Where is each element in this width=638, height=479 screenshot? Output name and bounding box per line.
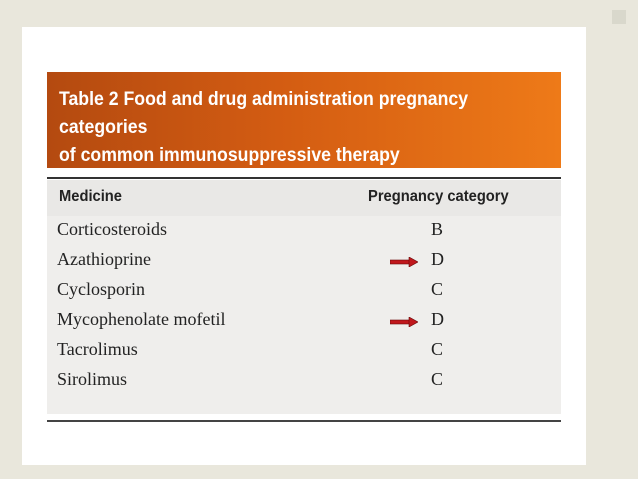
table-title-bar — [47, 72, 561, 168]
table-title-line-1: Table 2 Food and drug administration pregnancy categories — [59, 89, 469, 138]
table-title-line-2: of common immunosuppressive therapy — [59, 145, 400, 166]
corner-decoration — [612, 10, 626, 24]
table-header-row — [47, 180, 561, 216]
cell-medicine: Cyclosporin — [57, 279, 145, 299]
cell-category: D — [431, 309, 444, 329]
cell-category: D — [431, 249, 444, 269]
column-header-pregnancy-category: Pregnancy category — [368, 188, 509, 205]
table-figure — [47, 72, 561, 424]
cell-medicine: Azathioprine — [57, 249, 151, 269]
table-row — [47, 336, 561, 366]
cell-category: B — [431, 219, 444, 239]
cell-category: C — [431, 339, 444, 359]
table-title — [59, 86, 518, 170]
right-arrow-icon — [390, 257, 418, 267]
cell-medicine: Sirolimus — [57, 369, 128, 389]
table-top-rule — [47, 177, 561, 179]
cell-category: C — [431, 369, 444, 389]
table-row — [47, 366, 561, 396]
cell-category: C — [431, 279, 444, 299]
table-row — [47, 216, 561, 246]
table-row — [47, 276, 561, 306]
cell-medicine: Corticosteroids — [57, 219, 167, 239]
right-arrow-icon — [390, 317, 418, 327]
cell-medicine: Mycophenolate mofetil — [57, 309, 226, 329]
cell-medicine: Tacrolimus — [57, 339, 138, 359]
column-header-medicine: Medicine — [59, 188, 122, 205]
table-body — [47, 216, 561, 414]
table-row — [47, 246, 561, 276]
table-row — [47, 306, 561, 336]
table-bottom-rule — [47, 420, 561, 422]
